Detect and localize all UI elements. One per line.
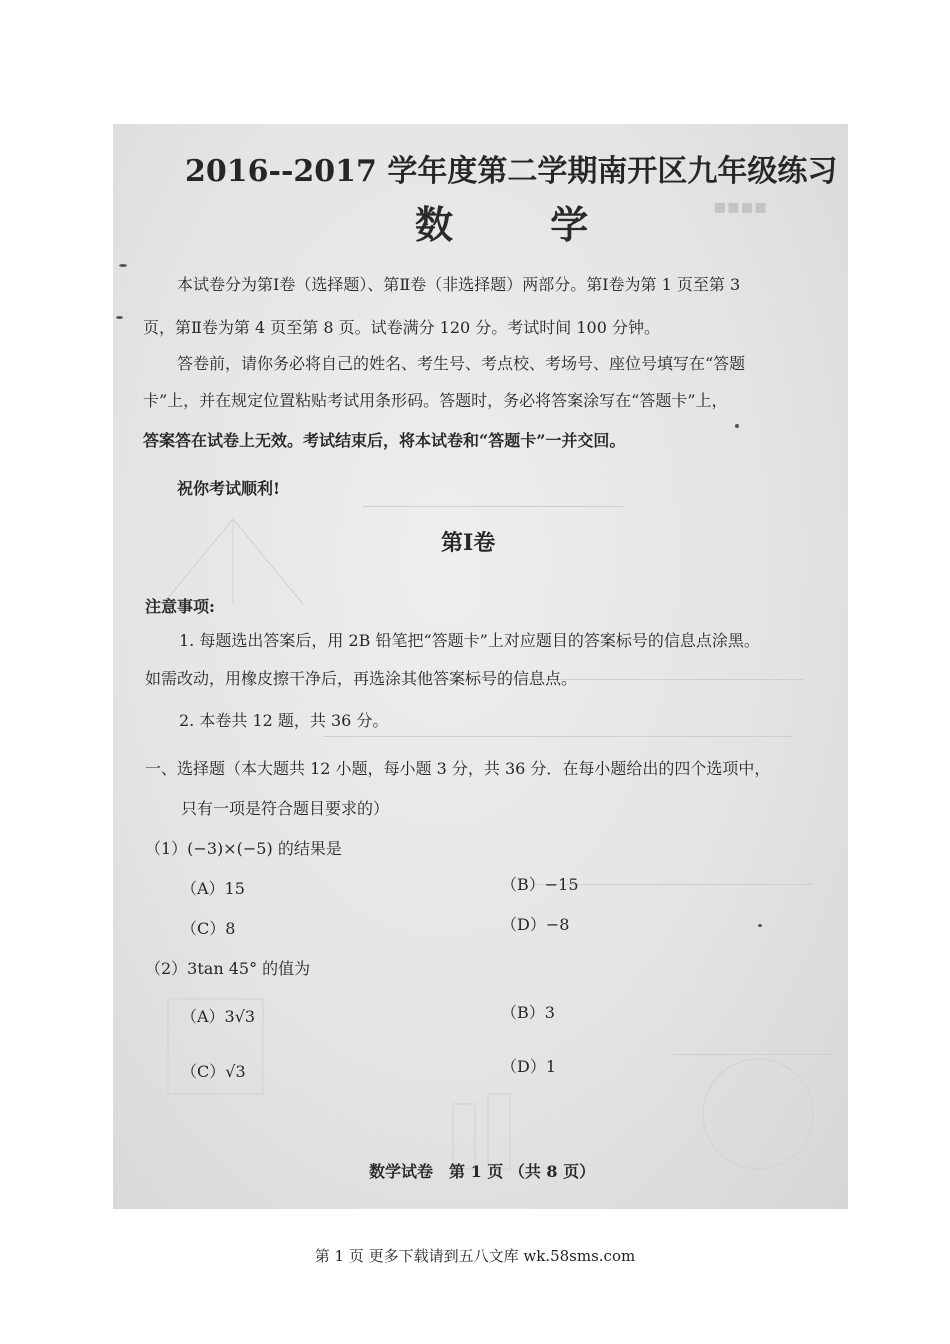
dust-speck	[119, 264, 127, 267]
question-1-option-c: （C）8	[181, 919, 236, 938]
exam-photo	[113, 124, 848, 1209]
good-luck-text: 祝你考试顺利!	[177, 479, 281, 498]
intro-line-5: 答案答在试卷上无效。考试结束后，将本试卷和“答题卡”一并交回。	[143, 431, 626, 450]
intro-line-2: 页，第Ⅱ卷为第 4 页至第 8 页。试卷满分 120 分。考试时间 100 分钟。	[143, 318, 661, 337]
question-2-option-a: （A）3√3	[181, 1007, 256, 1026]
part1-line-2: 只有一项是符合题目要求的）	[181, 799, 390, 818]
document-footer: 第 1 页 更多下载请到五八文库 wk.58sms.com	[314, 1247, 636, 1265]
dust-speck	[116, 316, 123, 319]
question-2-stem: （2）3tan 45° 的值为	[145, 959, 311, 978]
exam-title: 2016--2017 学年度第二学期南开区九年级练习	[185, 154, 838, 189]
question-2-option-b: （B）3	[501, 1003, 555, 1022]
question-1-stem: （1）(−3)×(−5) 的结果是	[145, 839, 342, 858]
dust-speck	[758, 924, 762, 927]
question-1-option-a: （A）15	[181, 879, 245, 898]
notes-heading: 注意事项:	[145, 597, 215, 616]
intro-line-3: 答卷前，请你务必将自己的姓名、考生号、考点校、考场号、座位号填写在“答题	[177, 354, 746, 373]
bleed-through-line	[323, 736, 793, 737]
dust-speck	[735, 424, 739, 428]
exam-subject: 数 学	[415, 202, 631, 247]
intro-line-4: 卡”上，并在规定位置粘贴考试用条形码。答题时，务必将答案涂写在“答题卡”上，	[143, 391, 728, 410]
section-title: 第Ⅰ卷	[441, 530, 496, 556]
notes-line-1: 1. 每题选出答案后，用 2B 铅笔把“答题卡”上对应题目的答案标号的信息点涂黑。	[179, 631, 760, 650]
exam-page-footer: 数学试卷 第 1 页 （共 8 页）	[369, 1162, 596, 1181]
intro-line-1: 本试卷分为第Ⅰ卷（选择题）、第Ⅱ卷（非选择题）两部分。第Ⅰ卷为第 1 页至第 3	[177, 275, 741, 294]
notes-line-3: 2. 本卷共 12 题，共 36 分。	[179, 711, 389, 730]
question-1-option-b: （B）−15	[501, 875, 579, 894]
bleed-through-figure	[673, 1044, 823, 1174]
part1-line-1: 一、选择题（本大题共 12 小题，每小题 3 分，共 36 分．在每小题给出的四个选项中，	[145, 759, 771, 778]
bleed-through-text: ▪▪▪▪	[713, 194, 768, 218]
notes-line-2: 如需改动，用橡皮擦干净后，再选涂其他答案标号的信息点。	[145, 669, 578, 688]
question-2-option-c: （C）√3	[181, 1062, 246, 1081]
question-2-option-d: （D）1	[501, 1057, 557, 1076]
question-1-option-d: （D）−8	[501, 915, 570, 934]
bleed-through-line	[363, 506, 623, 507]
